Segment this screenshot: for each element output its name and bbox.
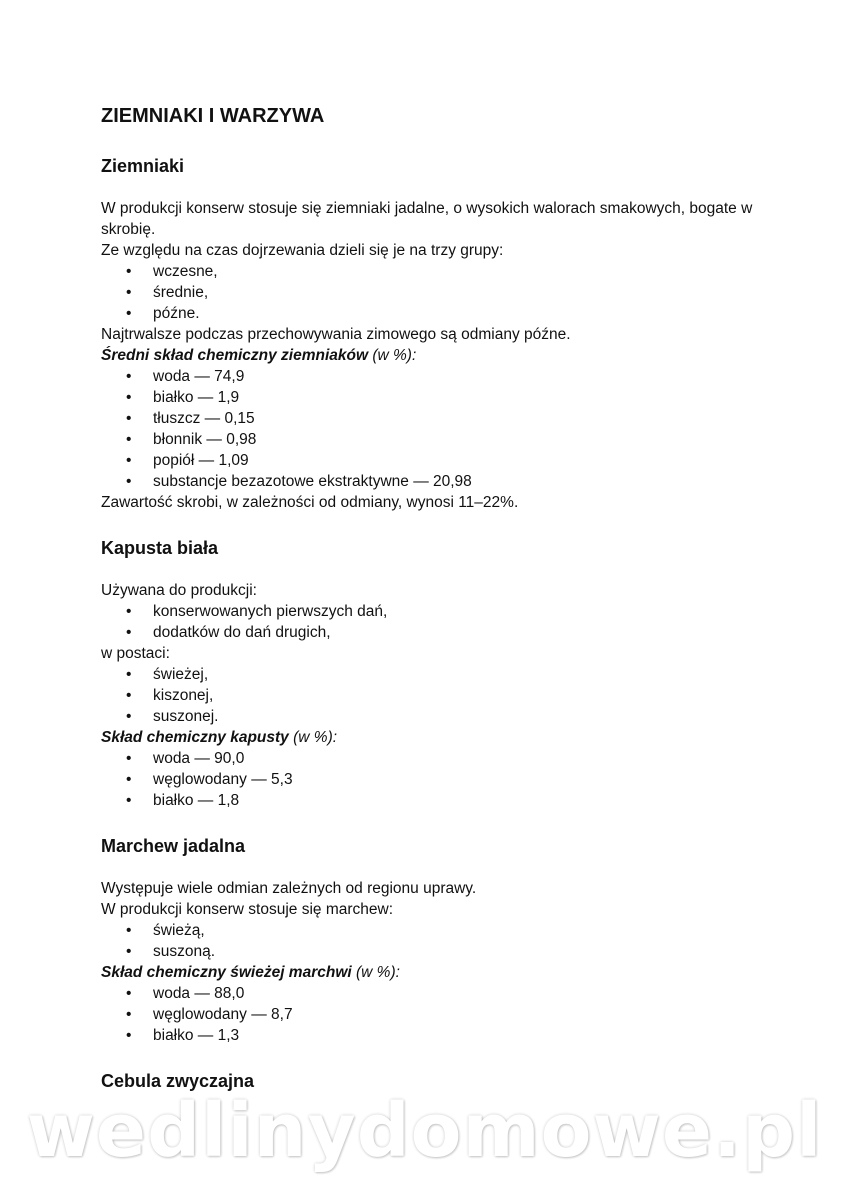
bullet-list <box>101 261 761 324</box>
list-item: • węglowodany — 5,3 <box>101 769 761 790</box>
composition-label-line <box>101 962 761 983</box>
list-item: • konserwowanych pierwszych dań, <box>101 601 761 622</box>
list-item: • późne. <box>101 303 761 324</box>
composition-unit: (w %): <box>288 729 338 746</box>
bullet-list <box>101 601 761 643</box>
list-item: • dodatków do dań drugich, <box>101 622 761 643</box>
composition-list <box>101 366 761 492</box>
document-title: ZIEMNIAKI I WARZYWA <box>101 105 325 127</box>
composition-label: Skład chemiczny kapusty <box>101 729 289 746</box>
list-item: • średnie, <box>101 282 761 303</box>
composition-list <box>101 748 761 811</box>
list-item: • popiół — 1,09 <box>101 450 761 471</box>
composition-label: Skład chemiczny świeżej marchwi <box>101 964 352 981</box>
section-kapusta <box>101 536 761 811</box>
watermark: wedlinydomowe.pl <box>26 1088 823 1174</box>
section-ziemniaki <box>101 154 761 513</box>
composition-unit: (w %): <box>351 964 400 981</box>
list-item: • woda — 90,0 <box>101 748 761 769</box>
list-item: • węglowodany — 8,7 <box>101 1004 761 1025</box>
list-item: • wczesne, <box>101 261 761 282</box>
bullet-list <box>101 664 761 727</box>
list-item: • białko — 1,8 <box>101 790 761 811</box>
composition-list <box>101 983 761 1046</box>
paragraph: Ze względu na czas dojrzewania dzieli się je na trzy grupy: <box>101 242 504 259</box>
composition-unit: (w %): <box>368 347 417 364</box>
list-item: • substancje bezazotowe ekstraktywne — 20,98 <box>101 471 761 492</box>
paragraph: w postaci: <box>101 645 170 662</box>
list-item: • błonnik — 0,98 <box>101 429 761 450</box>
list-item: • białko — 1,9 <box>101 387 761 408</box>
paragraph: Używana do produkcji: <box>101 582 257 599</box>
section-marchew <box>101 834 761 1046</box>
list-item: • suszonej. <box>101 706 761 727</box>
list-item: • kiszonej, <box>101 685 761 706</box>
paragraph: Najtrwalsze podczas przechowywania zimowego są odmiany późne. <box>101 326 571 343</box>
paragraph: Zawartość skrobi, w zależności od odmiany, wynosi 11–22%. <box>101 494 519 511</box>
paragraph: Występuje wiele odmian zależnych od regionu uprawy. <box>101 880 477 897</box>
document-content <box>101 103 761 1116</box>
list-item: • tłuszcz — 0,15 <box>101 408 761 429</box>
composition-label-line <box>101 345 761 366</box>
list-item: • suszoną. <box>101 941 761 962</box>
paragraph: W produkcji konserw stosuje się marchew: <box>101 901 394 918</box>
list-item: • woda — 74,9 <box>101 366 761 387</box>
list-item: • świeżą, <box>101 920 761 941</box>
section-heading: Marchew jadalna <box>101 836 246 856</box>
list-item: • białko — 1,3 <box>101 1025 761 1046</box>
bullet-list <box>101 920 761 962</box>
section-heading: Ziemniaki <box>101 156 185 176</box>
list-item: • świeżej, <box>101 664 761 685</box>
composition-label: Średni skład chemiczny ziemniaków <box>101 347 369 364</box>
section-heading: Kapusta biała <box>101 538 219 558</box>
section-heading: Cebula zwyczajna <box>101 1071 255 1091</box>
composition-label-line <box>101 727 761 748</box>
paragraph: W produkcji konserw stosuje się ziemniaki jadalne, o wysokich walorach smakowych, bogate w skrobię. <box>101 200 753 238</box>
list-item: • woda — 88,0 <box>101 983 761 1004</box>
